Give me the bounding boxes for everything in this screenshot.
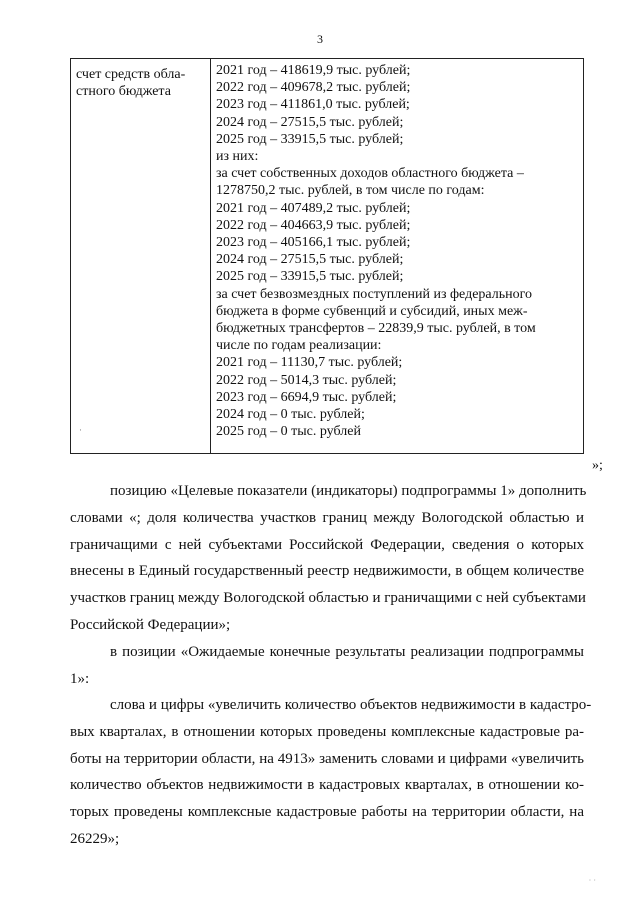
funding-line: 2021 год – 11130,7 тыс. рублей; bbox=[216, 355, 403, 371]
table-divider bbox=[210, 59, 211, 453]
funding-line: 2023 год – 411861,0 тыс. рублей; bbox=[216, 97, 410, 113]
funding-line: 2021 год – 418619,9 тыс. рублей; bbox=[216, 63, 411, 78]
funding-line: 2025 год – 33915,5 тыс. рублей; bbox=[216, 269, 404, 285]
paragraph-line: словами «; доля количества участков границ между Вологодской областью и bbox=[70, 509, 584, 526]
funding-line: бюджета в форме субвенций и субсидий, иных меж- bbox=[216, 303, 528, 319]
paragraph-line: позицию «Целевые показатели (индикаторы) подпрограммы 1» дополнить bbox=[110, 483, 587, 499]
paragraph-replacement bbox=[70, 692, 592, 853]
paragraph-line: боты на территории области, на 4913» заменить словами и цифрами «увеличить bbox=[70, 750, 584, 767]
funding-line: 2024 год – 27515,5 тыс. рублей; bbox=[216, 114, 404, 130]
paragraph-line: граничащими с ней субъектами Российской Федерации, сведения о которых bbox=[70, 536, 584, 553]
funding-line: 2023 год – 6694,9 тыс. рублей; bbox=[216, 389, 397, 405]
paragraph-line: количество объектов недвижимости в кадастровых кварталах, в отношении ко- bbox=[70, 777, 584, 794]
funding-line: 2025 год – 33915,5 тыс. рублей; bbox=[216, 131, 404, 147]
closing-quote: »; bbox=[592, 458, 603, 473]
funding-table bbox=[70, 58, 584, 454]
funding-line: за счет безвозмездных поступлений из федерального bbox=[216, 286, 533, 302]
paragraph-line: внесены в Единый государственный реестр недвижимости, в общем количестве bbox=[70, 563, 584, 580]
paragraph-line: 1»: bbox=[70, 670, 90, 687]
funding-line: 2022 год – 5014,3 тыс. рублей; bbox=[216, 372, 397, 388]
funding-line: 2025 год – 0 тыс. рублей bbox=[216, 424, 361, 440]
paragraph-line: участков границ между Вологодской областью и граничащими с ней субъектами bbox=[70, 590, 586, 607]
funding-line: 2023 год – 405166,1 тыс. рублей; bbox=[216, 235, 411, 251]
paragraph-line: слова и цифры «увеличить количество объектов недвижимости в кадастро- bbox=[110, 697, 592, 713]
table-left-cell bbox=[76, 66, 204, 101]
page-number: 3 bbox=[317, 32, 323, 46]
corner-mark: · · bbox=[588, 876, 596, 885]
funding-line: 2024 год – 0 тыс. рублей; bbox=[216, 407, 365, 423]
left-cell-line: стного бюджета bbox=[76, 84, 171, 100]
left-cell-line: счет средств обла- bbox=[76, 67, 186, 82]
funding-line: 2024 год – 27515,5 тыс. рублей; bbox=[216, 252, 404, 268]
stray-mark: · bbox=[79, 425, 82, 435]
funding-line: 2022 год – 404663,9 тыс. рублей; bbox=[216, 217, 411, 233]
funding-line: из них: bbox=[216, 149, 259, 165]
funding-line: 1278750,2 тыс. рублей, в том числе по годам: bbox=[216, 183, 485, 199]
paragraph-line: 26229»; bbox=[70, 830, 120, 847]
paragraph-line: торых проведены комплексные кадастровые работы на территории области, на bbox=[70, 804, 584, 821]
funding-line: числе по годам реализации: bbox=[216, 338, 382, 354]
paragraph-line: в позиции «Ожидаемые конечные результаты реализации подпрограммы bbox=[110, 644, 584, 660]
paragraph-line: Российской Федерации»; bbox=[70, 616, 231, 633]
funding-line: за счет собственных доходов областного бюджета – bbox=[216, 166, 524, 182]
funding-line: бюджетных трансфертов – 22839,9 тыс. рублей, в том bbox=[216, 321, 536, 337]
paragraph-target-indicators bbox=[70, 478, 587, 639]
funding-line: 2022 год – 409678,2 тыс. рублей; bbox=[216, 80, 411, 96]
table-right-cell bbox=[216, 62, 576, 440]
funding-line: 2021 год – 407489,2 тыс. рублей; bbox=[216, 200, 411, 216]
paragraph-line: вых кварталах, в отношении которых проведены комплексные кадастровые ра- bbox=[70, 723, 584, 740]
paragraph-expected-results bbox=[70, 639, 584, 693]
